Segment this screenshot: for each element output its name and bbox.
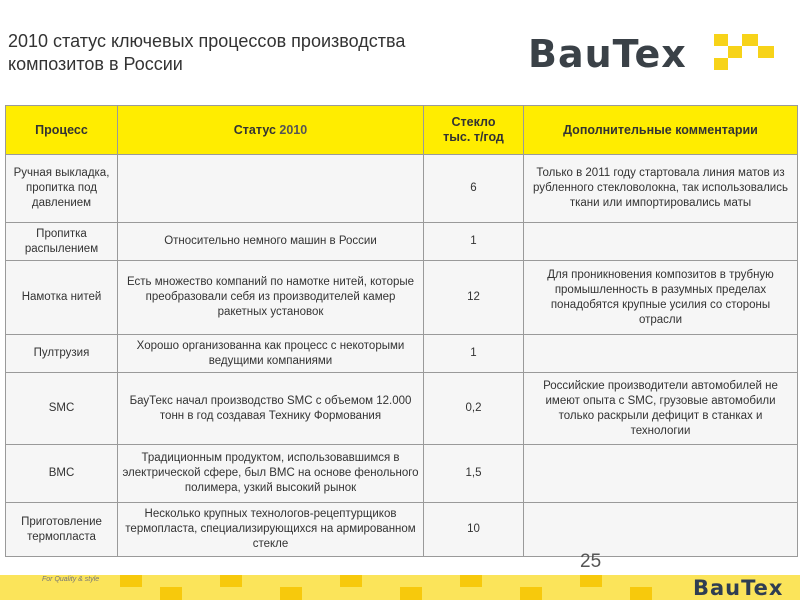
table-row xyxy=(6,373,798,445)
logo-wordmark: BauTex xyxy=(528,32,687,76)
footer-tile xyxy=(630,587,652,600)
cell-glass: 0,2 xyxy=(424,373,524,445)
table-row xyxy=(6,223,798,261)
header-status-label: Статус xyxy=(233,122,280,137)
footer-tile xyxy=(460,575,482,587)
cell-status: БауТекс начал производство SMC с объемом 12.000 тонн в год создавая Технику Формования xyxy=(118,373,424,445)
cell-process: Намотка нитей xyxy=(6,261,118,335)
cell-status: Есть множество компаний по намотке нитей, которые преобразовали себя из производителей камер ракетных установок xyxy=(118,261,424,335)
footer-tile xyxy=(520,587,542,600)
table-row xyxy=(6,445,798,503)
cell-glass: 12 xyxy=(424,261,524,335)
footer-tile xyxy=(580,575,602,587)
header-process: Процесс xyxy=(6,106,118,155)
cell-process: Пултрузия xyxy=(6,335,118,373)
logo-square xyxy=(728,46,742,58)
logo-square xyxy=(714,58,728,70)
footer-tile xyxy=(120,575,142,587)
cell-glass: 1 xyxy=(424,335,524,373)
cell-glass: 6 xyxy=(424,155,524,223)
cell-comment: Российские производители автомобилей не имеют опыта с SMC, грузовые автомобили только раскрыли дефицит в станках и технологии xyxy=(524,373,798,445)
footer-band xyxy=(0,575,800,600)
header-glass xyxy=(424,106,524,155)
page-number: 25 xyxy=(580,551,602,572)
cell-process: BMC xyxy=(6,445,118,503)
footer-tagline: For Quality & style xyxy=(42,576,100,583)
logo-square xyxy=(714,34,728,46)
header-status-year: 2010 xyxy=(279,122,308,137)
cell-comment: Для проникновения композитов в трубную промышленность в разумных пределах понадобятся крупные усилия со стороны отрасли xyxy=(524,261,798,335)
footer-tile xyxy=(160,587,182,600)
cell-process: SMC xyxy=(6,373,118,445)
cell-process: Ручная выкладка, пропитка под давлением xyxy=(6,155,118,223)
footer-tile xyxy=(220,575,242,587)
cell-comment xyxy=(524,445,798,503)
table-row xyxy=(6,261,798,335)
cell-glass: 10 xyxy=(424,503,524,557)
cell-comment xyxy=(524,223,798,261)
table-header-row xyxy=(6,106,798,155)
footer-tile xyxy=(340,575,362,587)
footer-tile xyxy=(400,587,422,600)
header-status xyxy=(118,106,424,155)
slide-title: 2010 статус ключевых процессов производства композитов в России xyxy=(8,31,406,74)
footer-tile xyxy=(280,587,302,600)
cell-status: Несколько крупных технологов-рецептурщиков термопласта, специализирующихся на армированном стекле xyxy=(118,503,424,557)
header-glass-line1: Стекло xyxy=(451,115,496,129)
cell-process: Пропитка распылением xyxy=(6,223,118,261)
logo-square xyxy=(742,34,758,46)
cell-status: Относительно немного машин в России xyxy=(118,223,424,261)
table-row xyxy=(6,503,798,557)
logo-square xyxy=(758,46,774,58)
cell-glass: 1 xyxy=(424,223,524,261)
table-row xyxy=(6,155,798,223)
cell-comment xyxy=(524,335,798,373)
header-glass-line2: тыс. т/год xyxy=(443,130,504,144)
cell-status xyxy=(118,155,424,223)
header-comments: Дополнительные комментарии xyxy=(524,106,798,155)
cell-glass: 1,5 xyxy=(424,445,524,503)
cell-comment: Только в 2011 году стартовала линия матов из рубленного стекловолокна, так использовались ткани или импортировались маты xyxy=(524,155,798,223)
table-row xyxy=(6,335,798,373)
cell-status: Хорошо организованна как процесс с некоторыми ведущими компаниями xyxy=(118,335,424,373)
cell-status: Традиционным продуктом, использовавшимся в электрической сфере, был BMC на основе фенольного полимера, узкий высокий рынок xyxy=(118,445,424,503)
cell-process: Приготовление термопласта xyxy=(6,503,118,557)
bautex-logo xyxy=(528,28,798,80)
process-status-table xyxy=(5,105,798,557)
cell-comment xyxy=(524,503,798,557)
footer-logo: BauTex xyxy=(693,576,784,600)
